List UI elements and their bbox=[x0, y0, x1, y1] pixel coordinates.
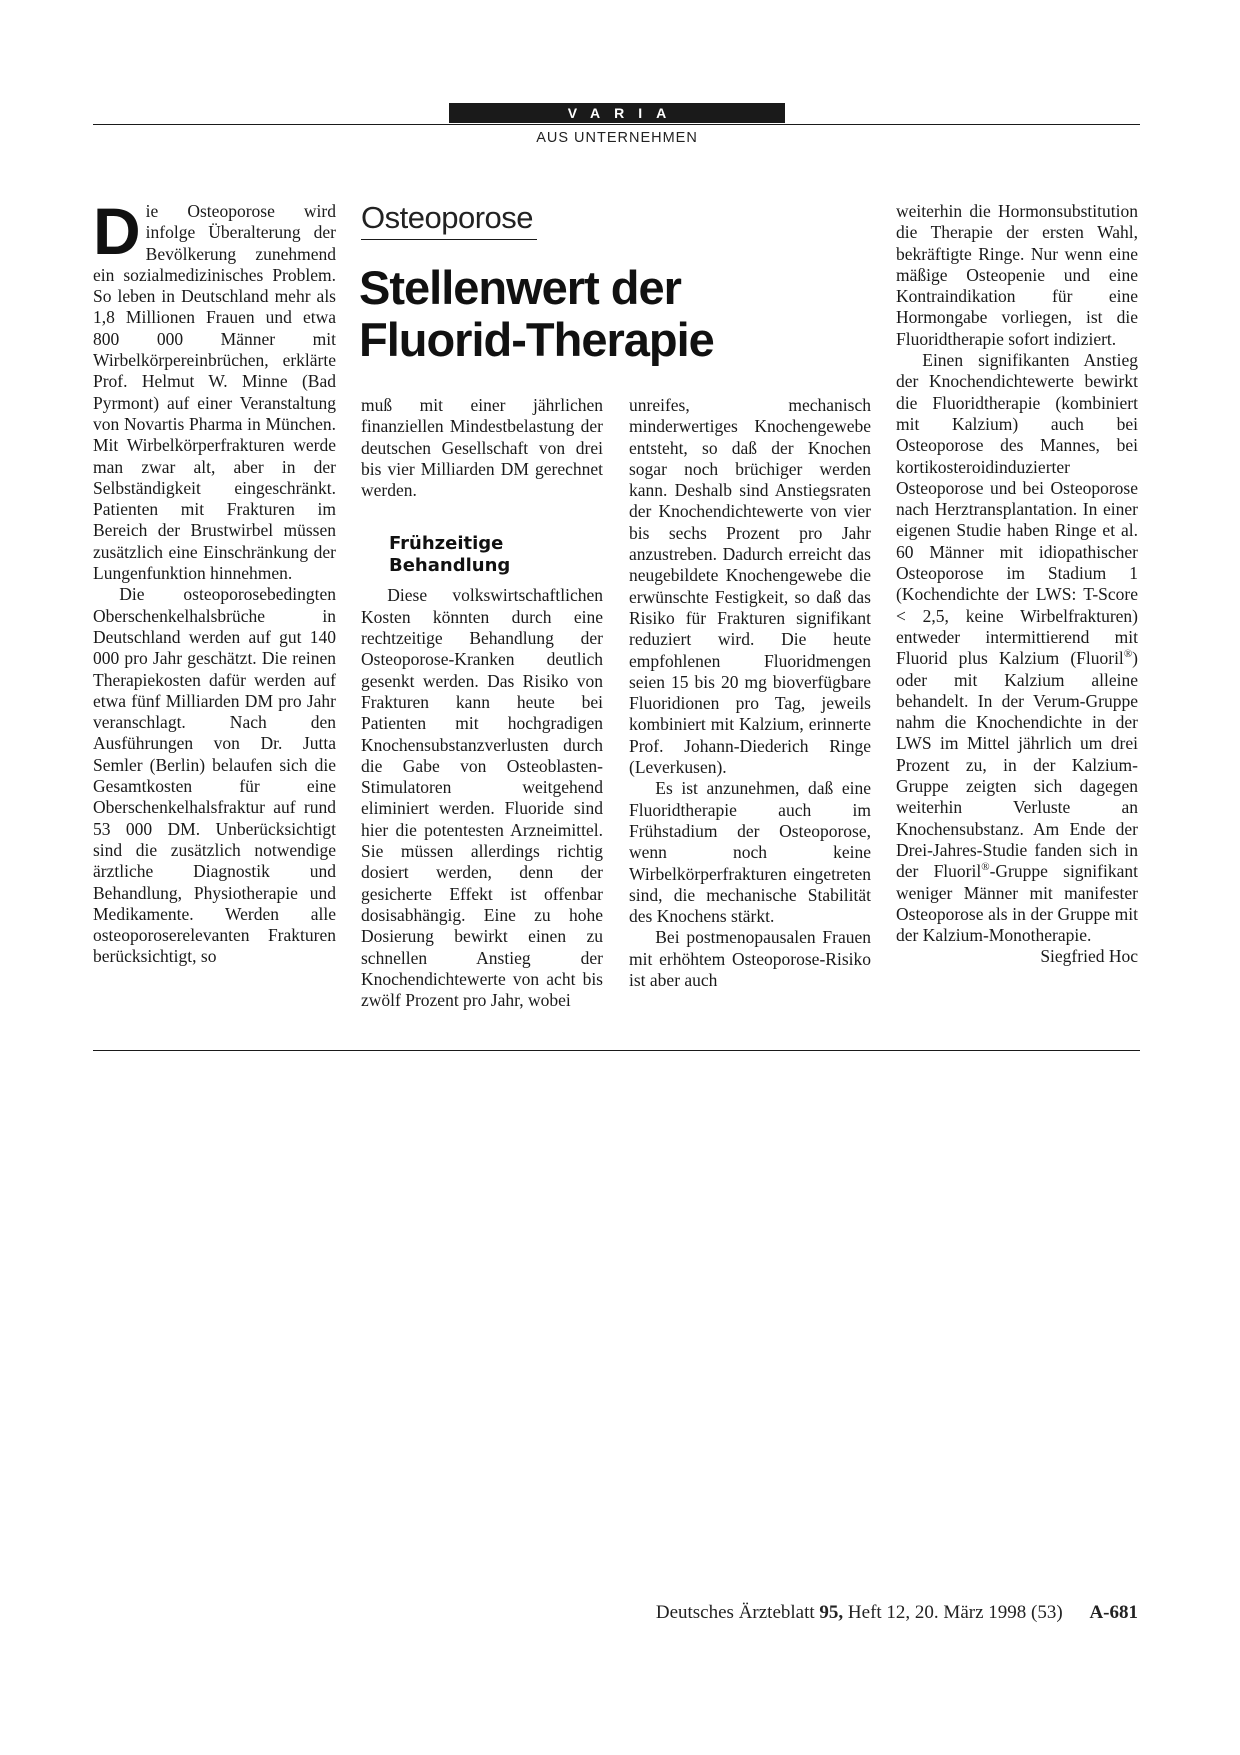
paragraph: Diese volkswirtschaftlichen Kosten könnten durch eine rechtzeitige Behandlung der Osteoporose-Kranken deutlich gesenkt werden. Das Risiko von Frakturen kann heute bei Patienten mit hochgradigen Knochensubstanzverlusten durch die Gabe von Osteoblasten-Stimulatoren weitgehend eliminiert werden. Fluoride sind hier die potentesten Arzneimittel. Sie müssen allerdings richtig dosiert werden, denn der gesicherte Effekt ist offenbar dosisabhängig. Eine zu hohe Dosierung bewirkt einen zu schnellen Anstieg der Knochendichtewerte von acht bis zwölf Prozent pro Jahr, wobei bbox=[361, 585, 603, 1011]
paragraph: muß mit einer jährlichen finanziellen Mindestbelastung der deutschen Gesellschaft von drei bis vier Milliarden DM gerechnet werden. bbox=[361, 395, 603, 501]
paragraph: Die osteoporosebedingten Oberschenkelhalsbrüche in Deutschland werden auf gut 140 000 pro Jahr geschätzt. Die reinen Therapiekosten dafür werden auf etwa fünf Milliarden DM pro Jahr veranschlagt. Nach den Ausführungen von Dr. Jutta Semler (Berlin) belaufen sich die Gesamtkosten für eine Oberschenkelhalsfraktur auf rund 53 000 DM. Unberücksichtigt sind die zusätzlich notwendige ärztliche Diagnostik und Behandlung, Physiotherapie und Medikamente. Werden alle osteoporoserelevanten Frakturen berücksichtigt, so bbox=[93, 584, 336, 967]
page-footer bbox=[560, 1602, 1138, 1624]
paragraph: Bei postmenopausalen Frauen mit erhöhtem Osteoporose-Risiko ist aber auch bbox=[629, 927, 871, 991]
paragraph: weiterhin die Hormonsubstitution die Therapie der ersten Wahl, bekräftigte Ringe. Nur wenn eine mäßige Osteopenie und eine Kontraindikation für eine Hormongabe vorliegen, ist die Fluoridtherapie sofort indiziert. bbox=[896, 201, 1138, 349]
registered-mark: ® bbox=[1123, 648, 1133, 661]
paragraph bbox=[896, 350, 1138, 967]
column-4 bbox=[896, 201, 1138, 968]
issue-info: Heft 12, 20. März 1998 (53) bbox=[847, 1602, 1063, 1623]
paragraph-text: ie Osteoporose wird infolge Überalterung der Bevölkerung zunehmend ein sozialmedizinisches Problem. So leben in Deutschland mehr als 1,8 Millionen Frauen und etwa 800 000 Männer mit Wirbelkörpereinbrüchen, erklärte Prof. Helmut W. Minne (Bad Pyrmont) auf einer Veranstaltung von Novartis Pharma in München. Mit Wirbelkörperfrakturen werde man zwar alt, aber in der Selbständigkeit eingeschränkt. Patienten mit Frakturen im Bereich der Brustwirbel müssen zusätzlich eine Einschränkung der Lungenfunktion hinnehmen. bbox=[93, 201, 336, 584]
bottom-rule bbox=[93, 1050, 1140, 1051]
author-byline: Siegfried Hoc bbox=[1040, 946, 1138, 967]
headline-line-1: Stellenwert der bbox=[359, 261, 681, 314]
paragraph-text: -Gruppe signifikant weniger Männer mit manifester Osteoporose als in der Gruppe mit der Kalzium-Monotherapie. bbox=[896, 861, 1138, 946]
headline-line-2: Fluorid-Therapie bbox=[359, 313, 714, 366]
article-kicker: Osteoporose bbox=[361, 197, 537, 240]
column-1 bbox=[93, 194, 336, 968]
section-label: VARIA bbox=[449, 103, 785, 123]
registered-mark: ® bbox=[981, 861, 990, 874]
drop-cap: D bbox=[93, 194, 141, 268]
page-number: A-681 bbox=[1089, 1602, 1138, 1623]
journal-name: Deutsches Ärzteblatt bbox=[655, 1602, 815, 1623]
paragraph bbox=[93, 194, 336, 584]
subsection-label: AUS UNTERNEHMEN bbox=[536, 130, 698, 146]
article-headline bbox=[359, 262, 829, 366]
top-rule bbox=[93, 124, 1140, 125]
subheading: Frühzeitige Behandlung bbox=[389, 533, 511, 577]
paragraph-text: Einen signifikanten Anstieg der Knochendichtewerte bewirkt die Fluoridtherapie (kombiniert mit Kalzium) auch bei Osteoporose des Mannes, bei kortikosteroidinduzierter Osteoporose und bei Osteoporose nach Herztransplantation. In einer eigenen Studie haben Ringe et al. 60 Männer mit idiopathischer Osteoporose im Stadium 1 (Kochendichte der LWS: T-Score < 2,5, keine Wirbelfrakturen) entweder intermittierend mit Fluorid plus Kalzium (Fluoril bbox=[896, 350, 1138, 669]
column-3 bbox=[629, 395, 871, 991]
journal-volume: 95, bbox=[819, 1602, 844, 1623]
column-2 bbox=[361, 395, 603, 1011]
paragraph-text: ) oder mit Kalzium alleine behandelt. In der Verum-Gruppe nahm die Knochendichte in der LWS im Mittel jährlich um drei Prozent zu, in der Kalzium-Gruppe zeigten sich dagegen weiterhin Verluste an Knochensubstanz. Am Ende der Drei-Jahres-Studie fanden sich in der Fluoril bbox=[896, 648, 1138, 882]
paragraph: unreifes, mechanisch minderwertiges Knochengewebe entsteht, so daß der Knochen sogar noch brüchiger werden kann. Deshalb sind Anstiegsraten der Knochendichtewerte von vier bis sechs Prozent pro Jahr anzustreben. Dadurch erreicht das neugebildete Knochengewebe die erwünschte Festigkeit, so daß das Risiko für Frakturen signifikant reduziert wird. Die heute empfohlenen Fluoridmengen seien 15 bis 20 mg bioverfügbare Fluoridionen pro Tag, jeweils kombiniert mit Kalzium, erinnerte Prof. Johann-Diederich Ringe (Leverkusen). bbox=[629, 395, 871, 778]
paragraph: Es ist anzunehmen, daß eine Fluoridtherapie auch im Frühstadium der Osteoporose, wenn noch keine Wirbelkörperfrakturen eingetreten sind, die mechanische Stabilität des Knochens stärkt. bbox=[629, 778, 871, 927]
